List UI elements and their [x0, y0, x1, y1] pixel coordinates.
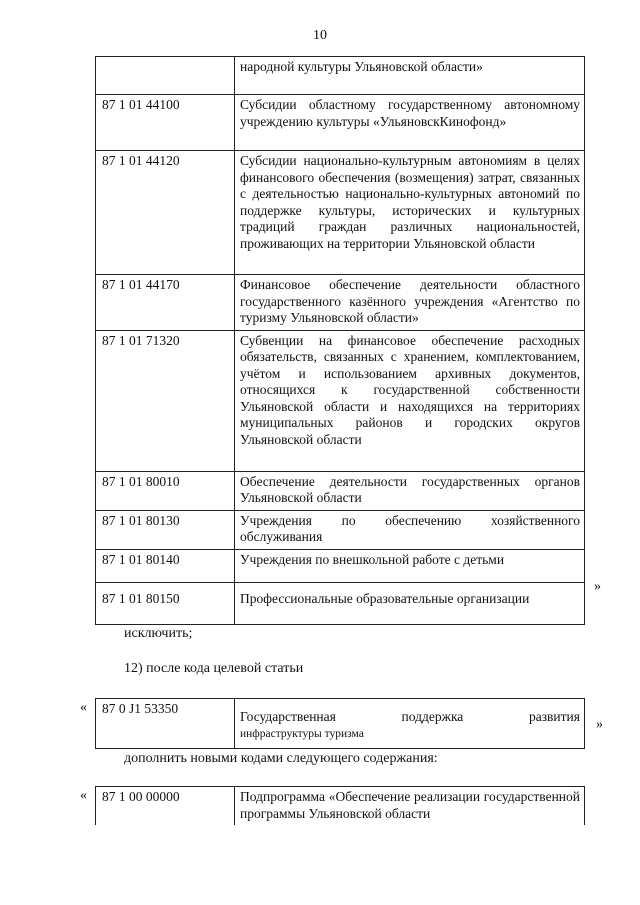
opening-quote: «: [80, 700, 87, 715]
description-main: Государственная поддержка развития: [240, 709, 580, 724]
description-cell: народной культуры Ульяновской области»: [235, 57, 585, 95]
code-cell: 87 1 01 80010: [96, 471, 235, 510]
budget-codes-table: [95, 56, 585, 625]
new-codes-table: [95, 786, 585, 825]
code-cell: 87 1 01 80130: [96, 510, 235, 549]
code-cell: 87 1 01 80150: [96, 582, 235, 624]
table-row: [96, 57, 585, 95]
table-row: [96, 510, 585, 549]
closing-quote: »: [596, 717, 603, 732]
code-cell: 87 1 01 80140: [96, 549, 235, 582]
description-cell: Подпрограмма «Обеспечение реализации государственной программы Ульяновской области: [235, 787, 585, 826]
opening-quote: «: [80, 788, 87, 803]
description-cell: [235, 699, 585, 749]
page-number: 10: [313, 28, 327, 43]
code-cell: 87 1 01 44170: [96, 275, 235, 331]
code-cell: 87 0 J1 53350: [96, 699, 235, 749]
table-row: [96, 582, 585, 624]
description-cell: Учреждения по обеспечению хозяйственного обслуживания: [235, 510, 585, 549]
code-cell: 87 1 00 00000: [96, 787, 235, 826]
closing-quote: »: [594, 579, 601, 594]
code-cell: [96, 57, 235, 95]
code-cell: 87 1 01 71320: [96, 330, 235, 471]
code-cell: 87 1 01 44120: [96, 151, 235, 275]
paragraph-add: дополнить новыми кодами следующего содержания:: [124, 751, 438, 766]
description-cell: Субсидии национально-культурным автономиям в целях финансового обеспечения (возмещения) затрат, связанных с деятельностью национально-культурных автономий по поддержке культуры, исторических и культурных традиций граждан различных национальностей, проживающих на территории Ульяновской области: [235, 151, 585, 275]
table-row: [96, 275, 585, 331]
table-row: [96, 471, 585, 510]
table-row: [96, 549, 585, 582]
description-small: инфраструктуры туризма: [240, 727, 364, 740]
table-row: [96, 95, 585, 151]
description-cell: Учреждения по внешкольной работе с детьми: [235, 549, 585, 582]
description-cell: Финансовое обеспечение деятельности областного государственного казённого учреждения «Агентство по туризму Ульяновской области»: [235, 275, 585, 331]
target-code-table: [95, 698, 585, 749]
description-cell: Субсидии областному государственному автономному учреждению культуры «УльяновскКинофонд»: [235, 95, 585, 151]
description-cell: Профессиональные образовательные организации: [235, 582, 585, 624]
table-row: [96, 330, 585, 471]
table-row: [96, 699, 585, 749]
paragraph-12: 12) после кода целевой статьи: [124, 661, 304, 676]
table-row: [96, 787, 585, 826]
paragraph-exclude: исключить;: [124, 626, 193, 641]
code-cell: 87 1 01 44100: [96, 95, 235, 151]
table-row: [96, 151, 585, 275]
description-cell: Обеспечение деятельности государственных органов Ульяновской области: [235, 471, 585, 510]
description-cell: Субвенции на финансовое обеспечение расходных обязательств, связанных с хранением, комплектованием, учётом и использованием архивных документов, относящихся к государственной собственности Ульяновской области и находящихся на территориях муниципальных районов и городских округов Ульяновской области: [235, 330, 585, 471]
